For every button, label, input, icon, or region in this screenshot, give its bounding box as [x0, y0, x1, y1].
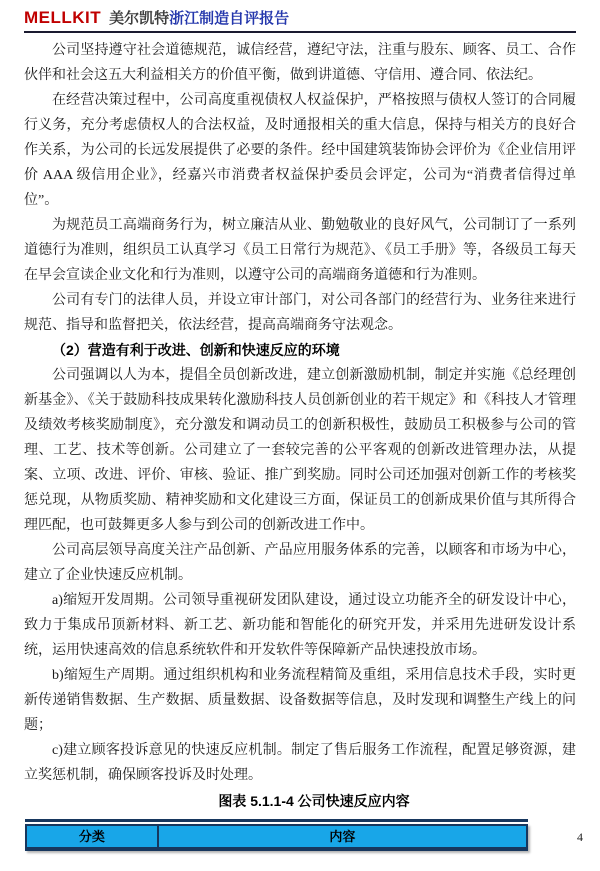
body-paragraph: 公司有专门的法律人员，并设立审计部门，对公司各部门的经营行为、业务往来进行规范、指导和监督把关，依法经营，提高高端商务守法观念。 — [24, 293, 576, 333]
rapid-response-table — [25, 819, 528, 851]
report-title: 浙江制造自评报告 — [169, 11, 290, 27]
table-header-category: 分类 — [27, 826, 159, 847]
table-header-row — [25, 824, 528, 851]
body-paragraph: 公司坚持遵守社会道德规范，诚信经营，遵纪守法，注重与股东、顾客、员工、合作伙伴和社会这五大利益相关方的价值平衡，做到讲道德、守信用、遵合同、依法纪。 — [24, 43, 576, 83]
company-logo: MELLKIT — [24, 8, 102, 27]
body-paragraph: c)建立顾客投诉意见的快速反应机制。制定了售后服务工作流程，配置足够资源，建立奖惩机制，确保顾客投诉及时处理。 — [24, 743, 576, 783]
company-name: 美尔凯特 — [109, 11, 170, 27]
body-paragraph: b)缩短生产周期。通过组织机构和业务流程精简及重组，采用信息技术手段，实时更新传递销售数据、生产数据、质量数据、设备数据等信息，及时发现和调整生产线上的问题； — [24, 668, 576, 733]
page-header — [24, 7, 576, 33]
page-number: 4 — [577, 830, 583, 844]
body-paragraph: a)缩短开发周期。公司领导重视研发团队建设，通过设立功能齐全的研发设计中心，致力于集成吊顶新材料、新工艺、新功能和智能化的研究开发，并采用先进研发设计系统，运用快速高效的信息系统软件和开发软件等保障新产品快速投放市场。 — [24, 593, 576, 658]
body-paragraph: 公司高层领导高度关注产品创新、产品应用服务体系的完善，以顾客和市场为中心，建立了企业快速反应机制。 — [24, 543, 576, 583]
section-heading: （2）营造有利于改进、创新和快速反应的环境 — [52, 342, 340, 358]
table-top-border — [25, 819, 528, 822]
table-header-content: 内容 — [329, 829, 356, 844]
document-body — [24, 38, 576, 815]
body-paragraph: 为规范员工高端商务行为，树立廉洁从业、勤勉敬业的良好风气，公司制订了一系列道德行为准则，组织员工认真学习《员工日常行为规范》、《员工手册》等，各级员工每天在早会宣读企业文化和行为准则，以遵守公司的高端商务道德和行为准则。 — [24, 218, 576, 283]
table-caption: 图表 5.1.1-4 公司快速反应内容 — [218, 793, 410, 809]
body-paragraph: 公司强调以人为本，提倡全员创新改进，建立创新激励机制，制定并实施《总经理创新基金》、《关于鼓励科技成果转化激励科技人员创新创业的若干规定》和《科技人才管理及绩效考核奖励制度》，充分激发和调动员工的创新积极性，鼓励员工积极参与公司的管理、工艺、技术等创新。公司建立了一套较完善的公平客观的创新改进管理办法，从提案、立项、改进、评价、审核、验证、推广到奖励。同时公司还加强对创新工作的考核奖惩兑现，从物质奖励、精神奖励和文化建设三方面，保证员工的创新成果价值与其所得合理匹配，也可鼓舞更多人参与到公司的创新改进工作中。 — [24, 368, 576, 533]
body-paragraph: 在经营决策过程中，公司高度重视债权人权益保护，严格按照与债权人签订的合同履行义务，充分考虑债权人的合法权益，及时通报相关的重大信息，保持与相关方的良好合作关系，为公司的长远发展提供了必要的条件。经中国建筑装饰协会评价为《企业信用评价 AAA 级信用企业》，经嘉兴市消费者权益保护委员会评定，公司为“消费者信得过单位”。 — [24, 93, 576, 208]
